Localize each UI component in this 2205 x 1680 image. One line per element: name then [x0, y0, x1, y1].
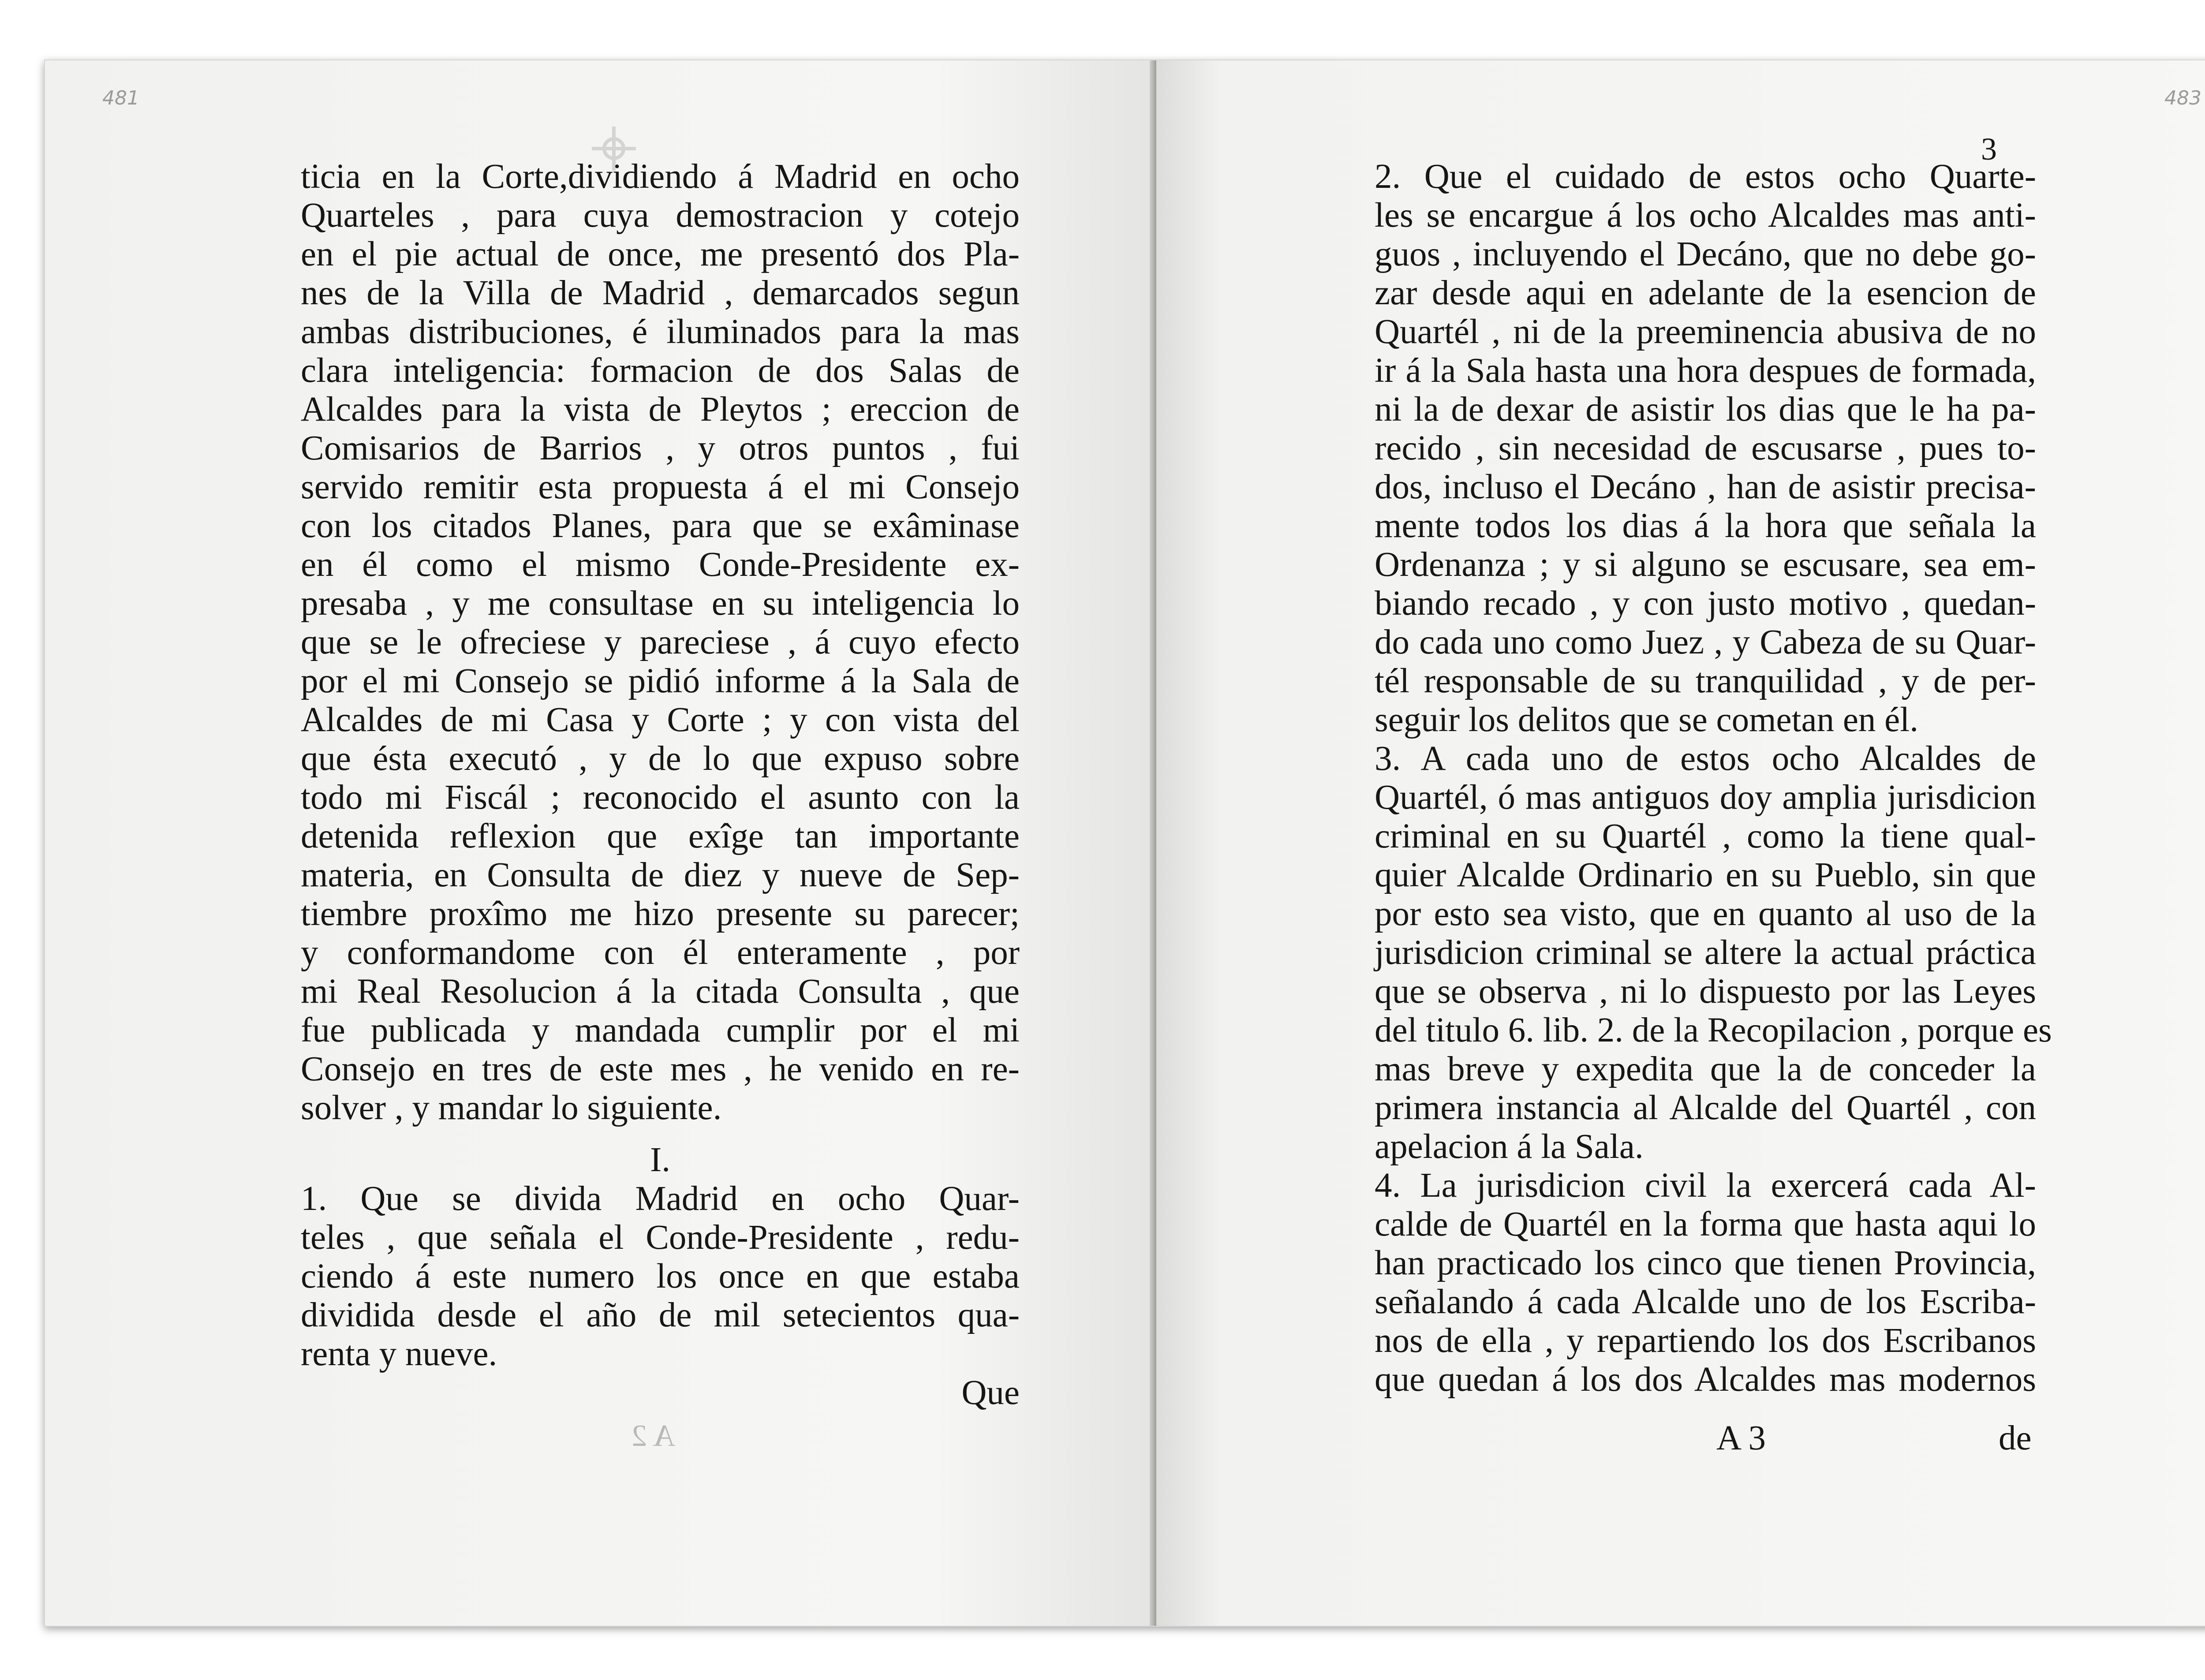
text-line: zar desde aqui en adelante de la esencion de — [1375, 274, 2036, 312]
text-line: Ordenanza ; y si alguno se escusare, sea em- — [1375, 545, 2036, 584]
text-line: por el mi Consejo se pidió informe á la Sala de — [301, 662, 1020, 700]
text-line: han practicado los cinco que tienen Provincia, — [1375, 1244, 2036, 1282]
text-line: Alcaldes de mi Casa y Corte ; y con vista del — [301, 701, 1020, 739]
text-line: clara inteligencia: formacion de dos Salas de — [301, 351, 1020, 390]
text-line: apelacion á la Sala. — [1375, 1127, 1644, 1166]
text-line: ni la de dexar de asistir los dias que le ha pa- — [1375, 390, 2036, 429]
text-line: que quedan á los dos Alcaldes mas modernos — [1375, 1360, 2036, 1399]
text-line: materia, en Consulta de diez y nueve de Sep- — [301, 856, 1020, 894]
text-line: jurisdicion criminal se altere la actual práctica — [1375, 933, 2036, 972]
text-line: seguir los delitos que se cometan en él. — [1375, 701, 1918, 739]
text-line: recido , sin necesidad de escusarse , pues to- — [1375, 429, 2036, 467]
left-signature-bleed: A 2 — [632, 1419, 676, 1453]
text-line: Comisarios de Barrios , y otros puntos , fui — [301, 429, 1020, 467]
right-page — [1156, 60, 2205, 1626]
text-line: por esto sea visto, que en quanto al uso de la — [1375, 895, 2036, 933]
text-line: que se observa , ni lo dispuesto por las Leyes — [1375, 972, 2036, 1011]
text-line: en él como el mismo Conde-Presidente ex- — [301, 545, 1020, 584]
text-line: biando recado , y con justo motivo , quedan- — [1375, 584, 2036, 623]
text-line: Alcaldes para la vista de Pleytos ; ereccion de — [301, 390, 1020, 429]
right-body-text — [1375, 157, 2052, 1399]
text-line: Consejo en tres de este mes , he venido en re- — [301, 1050, 1020, 1088]
text-line: solver , y mandar lo siguiente. — [301, 1089, 722, 1127]
section-heading: I. — [650, 1141, 671, 1179]
text-line: tél responsable de su tranquilidad , y de per- — [1375, 662, 2036, 700]
text-line: detenida reflexion que exîge tan importante — [301, 817, 1020, 855]
text-line: que ésta executó , y de lo que expuso sobre — [301, 739, 1020, 778]
text-line: nes de la Villa de Madrid , demarcados segun — [301, 274, 1020, 312]
text-line: primera instancia al Alcalde del Quartél , con — [1375, 1089, 2036, 1127]
text-line: criminal en su Quartél , como la tiene qual- — [1375, 817, 2036, 855]
text-line: en el pie actual de once, me presentó dos Pla- — [301, 235, 1020, 273]
article-line: ciendo á este numero los once en que estaba — [301, 1257, 1020, 1295]
text-line: y conformandome con él enteramente , por — [301, 933, 1020, 972]
article-line: dividida desde el año de mil setecientos qua- — [301, 1296, 1020, 1334]
text-line: que se le ofreciese y pareciese , á cuyo efecto — [301, 623, 1020, 661]
text-line: Quarteles , para cuya demostracion y cotejo — [301, 196, 1020, 235]
text-line: 2. Que el cuidado de estos ocho Quarte- — [1375, 157, 2036, 196]
page-number: 3 — [1981, 131, 1997, 167]
text-line: quier Alcalde Ordinario en su Pueblo, sin que — [1375, 856, 2036, 894]
text-line: tiembre proxîmo me hizo presente su parecer; — [301, 895, 1020, 933]
right-pencil-folio: 483 — [2164, 87, 2201, 109]
text-line: mas breve y expedita que la de conceder la — [1375, 1050, 2036, 1088]
article-line: renta y nueve. — [301, 1335, 497, 1373]
article-line: teles , que señala el Conde-Presidente , redu- — [301, 1218, 1020, 1257]
left-body-text — [301, 157, 1020, 1412]
catchword: Que — [961, 1374, 1020, 1412]
text-line: 3. A cada uno de estos ocho Alcaldes de — [1375, 739, 2036, 778]
text-line: Quartél, ó mas antiguos doy amplia jurisdicion — [1375, 778, 2036, 817]
text-line: les se encargue á los ocho Alcaldes mas anti- — [1375, 196, 2036, 235]
left-pencil-folio: 481 — [102, 87, 139, 109]
text-line: dos, incluso el Decáno , han de asistir precisa- — [1375, 468, 2036, 506]
left-page — [45, 60, 1156, 1626]
signature-mark: A 3 — [1716, 1419, 1766, 1457]
text-line: mi Real Resolucion á la citada Consulta , que — [301, 972, 1020, 1011]
text-line: ir á la Sala hasta una hora despues de formada, — [1375, 351, 2036, 390]
text-line: ambas distribuciones, é iluminados para la mas — [301, 313, 1020, 351]
text-line: con los citados Planes, para que se exâminase — [301, 507, 1020, 545]
text-line: fue publicada y mandada cumplir por el mi — [301, 1011, 1020, 1049]
text-line: 4. La jurisdicion civil la exercerá cada Al- — [1375, 1166, 2036, 1205]
text-line: mente todos los dias á la hora que señala la — [1375, 507, 2036, 545]
article-line: 1. Que se divida Madrid en ocho Quar- — [301, 1180, 1020, 1218]
book-spread — [44, 60, 2205, 1627]
text-line: guos , incluyendo el Decáno, que no debe go- — [1375, 235, 2036, 273]
text-line: del titulo 6. lib. 2. de la Recopilacion , porque es — [1375, 1011, 2052, 1049]
text-line: presaba , y me consultase en su inteligencia lo — [301, 584, 1020, 623]
text-line: servido remitir esta propuesta á el mi Consejo — [301, 468, 1020, 506]
catchword: de — [1999, 1419, 2032, 1457]
text-line: calde de Quartél en la forma que hasta aqui lo — [1375, 1205, 2036, 1243]
text-line: do cada uno como Juez , y Cabeza de su Quar- — [1375, 623, 2036, 661]
text-line: nos de ella , y repartiendo los dos Escribanos — [1375, 1322, 2036, 1360]
text-line: Quartél , ni de la preeminencia abusiva de no — [1375, 313, 2036, 351]
text-line: señalando á cada Alcalde uno de los Escriba- — [1375, 1283, 2036, 1321]
text-line: todo mi Fiscál ; reconocido el asunto con la — [301, 778, 1020, 817]
text-line: ticia en la Corte,dividiendo á Madrid en ocho — [301, 157, 1020, 196]
